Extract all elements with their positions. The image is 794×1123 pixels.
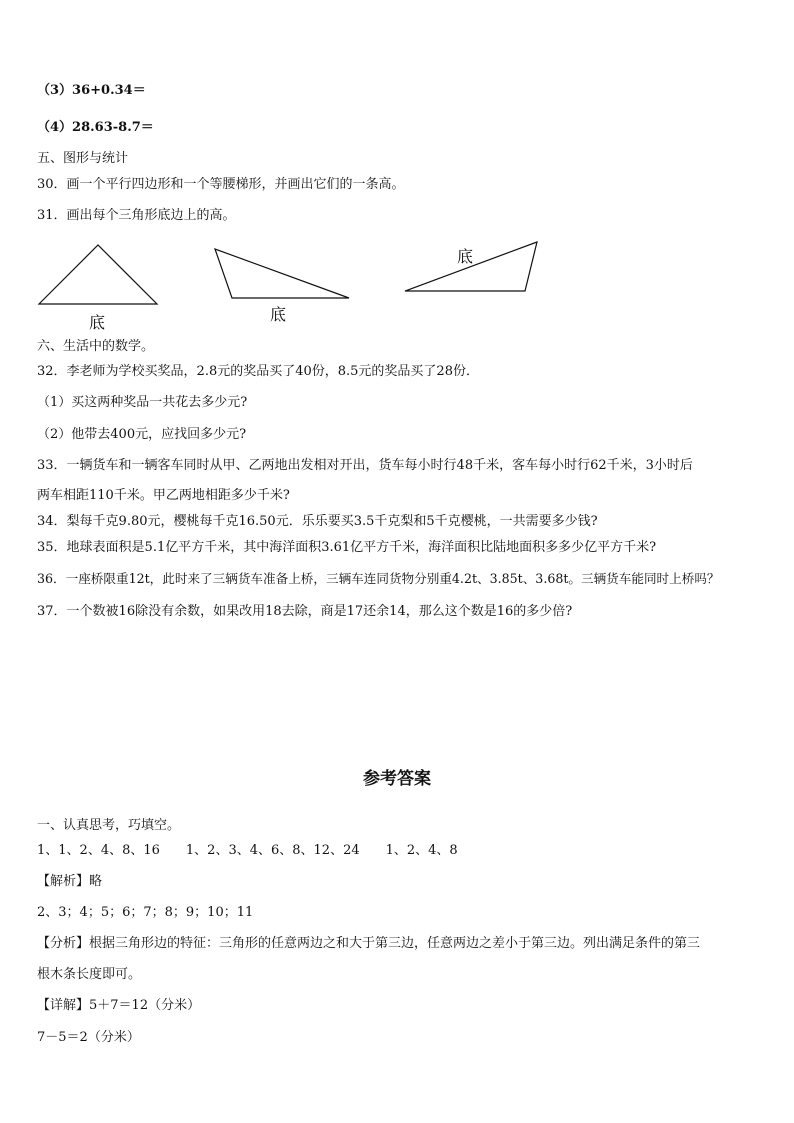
triangle-2 bbox=[215, 249, 349, 298]
question-37: 37．一个数被16除没有余数，如果改用18去除，商是17还余14，那么这个数是16的多少倍? bbox=[37, 604, 573, 619]
triangle-1-base-label: 底 bbox=[89, 313, 106, 332]
question-36: 36．一座桥限重12t，此时来了三辆货车准备上桥，三辆车连同货物分别重4.2t、3.85t、3.68t。三辆货车能同时上桥吗？ bbox=[37, 571, 720, 586]
answer-2-detail-1: 【详解】5＋7＝12（分米） bbox=[37, 998, 201, 1013]
question-35: 35．地球表面积是5.1亿平方千米，其中海洋面积3.61亿平方千米，海洋面积比陆地面积多多少亿平方千米? bbox=[37, 540, 657, 555]
answer-1: 1、1、2、4、8、16 1、2、3、4、6、8、12、24 1、2、4、8 bbox=[37, 843, 458, 858]
question-30: 30．画一个平行四边形和一个等腰梯形，并画出它们的一条高。 bbox=[37, 177, 405, 192]
triangle-3-base-label: 底 bbox=[457, 247, 474, 266]
answer-2-analysis-line-2: 根木条长度即可。 bbox=[37, 967, 142, 982]
section-heading-5: 五、图形与统计 bbox=[37, 151, 129, 166]
question-32-part-2: （2）他带去400元，应找回多少元? bbox=[37, 427, 247, 442]
question-33-line-1: 33．一辆货车和一辆客车同时从甲、乙两地出发相对开出，货车每小时行48千米，客车每小时行62千米，3小时后 bbox=[37, 458, 693, 473]
triangle-2-base-label: 底 bbox=[270, 305, 287, 324]
question-32: 32．李老师为学校买奖品，2.8元的奖品买了40份，8.5元的奖品买了28份． bbox=[37, 364, 479, 379]
triangle-1 bbox=[39, 245, 157, 304]
question-4: （4）28.63-8.7＝ bbox=[37, 120, 154, 135]
answers-section-heading-1: 一、认真思考，巧填空。 bbox=[37, 818, 181, 833]
question-32-part-1: （1）买这两种奖品一共花去多少元? bbox=[37, 395, 248, 410]
answer-2-analysis-line-1: 【分析】根据三角形边的特征：三角形的任意两边之和大于第三边，任意两边之差小于第三边。列出满足条件的第三 bbox=[37, 936, 701, 951]
answer-1-analysis: 【解析】略 bbox=[37, 874, 103, 889]
answer-2-detail-2: 7－5＝2（分米） bbox=[37, 1030, 140, 1045]
section-heading-6: 六、生活中的数学。 bbox=[37, 339, 155, 354]
triangles-figure bbox=[0, 0, 794, 340]
question-34: 34．梨每千克9.80元，樱桃每千克16.50元．乐乐要买3.5千克梨和5千克樱桃，一共需要多少钱? bbox=[37, 514, 598, 529]
answer-2: 2、3；4；5；6；7；8；9；10；11 bbox=[37, 905, 254, 920]
answers-title: 参考答案 bbox=[363, 769, 431, 789]
question-31: 31．画出每个三角形底边上的高。 bbox=[37, 208, 236, 223]
question-3: （3）36+0.34＝ bbox=[37, 83, 146, 98]
question-33-line-2: 两车相距110千米。甲乙两地相距多少千米? bbox=[37, 488, 290, 503]
